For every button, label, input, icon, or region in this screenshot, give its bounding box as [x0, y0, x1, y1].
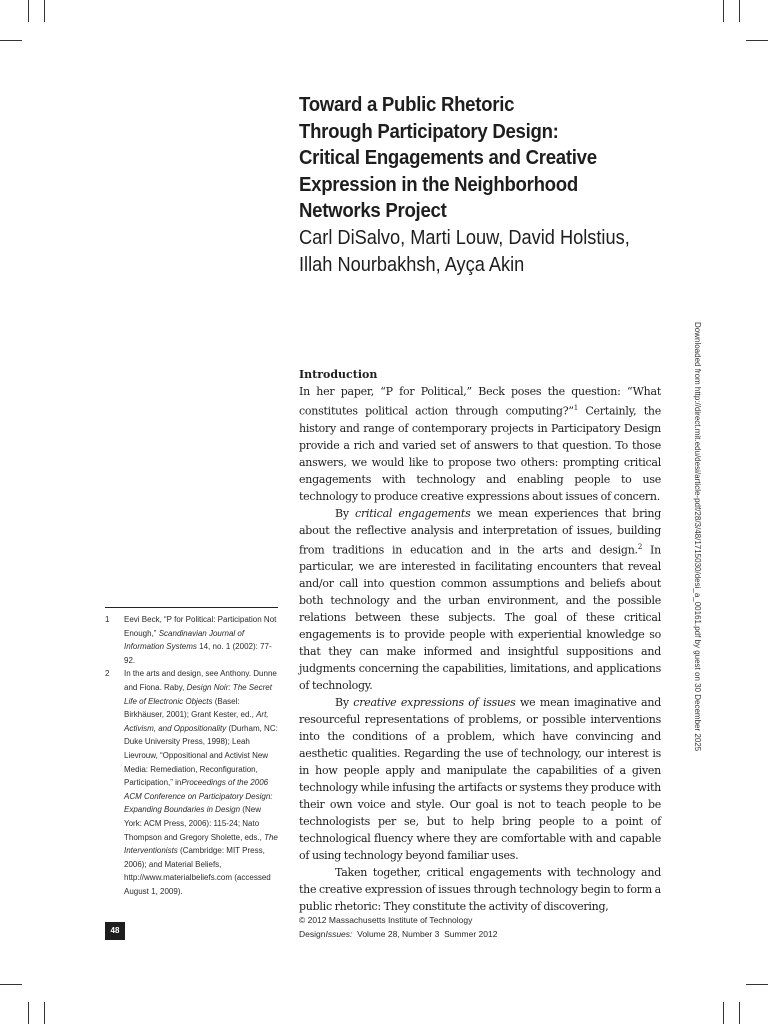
- crop-mark: [28, 0, 29, 22]
- text-run: In particular, we are interested in facilitating encounters that reveal and/or call into question common assumptions and beliefs about both technology and the urban environment, and the possible relations between these subjects. The goal of these critical engagements is to provide people with experiential knowledge so that they can make informed and insightful suppositions and judgments concerning the capabilities, limitations, and applications of technology.: [299, 543, 661, 693]
- text-run: Taken together, critical engagements with technology and the creative expression of issues through technology begin to form a public rhetoric: They constitute the activity of discovering,: [299, 866, 661, 914]
- text-run: Certainly, the history and range of contemporary projects in Participatory Design provide a rich and varied set of answers to that question. To those answers, we would like to propose two others: prompting critical engagements with technology and enabling people to use technology to produce creative expressions about issues of concern.: [299, 404, 661, 503]
- italic-text: creative expressions of issues: [353, 696, 516, 710]
- author-line: Carl DiSalvo, Marti Louw, David Holstius,: [299, 227, 630, 249]
- italic-text: Design Noir: The Secret Life of Electronic Objects: [124, 682, 272, 706]
- crop-mark: [44, 0, 45, 22]
- footnote-rule: [105, 607, 278, 608]
- crop-mark: [739, 0, 740, 22]
- author-line: Illah Nourbakhsh, Ayça Akin: [299, 253, 525, 276]
- text-run: (Cambridge: MIT Press, 2006); and Material Beliefs, http://www.materialbeliefs.com (accessed August 1, 2009).: [124, 846, 271, 896]
- title-line: Expression in the Neighborhood: [299, 173, 578, 196]
- journal-line: [299, 927, 599, 941]
- italic-text: Art, Activism, and Oppositionality: [124, 710, 269, 733]
- text-run: we mean experiences that bring about the reflective analysis and interpretation of issues, building from traditions in education and in the arts and design.: [299, 506, 661, 557]
- text-run: (New York: ACM Press, 2006): 115-24; Nato Thompson and Gregory Sholette, eds.,: [124, 805, 265, 842]
- crop-mark: [28, 1002, 29, 1024]
- paragraph: [299, 505, 661, 695]
- footnote-number: 2: [105, 669, 110, 679]
- crop-mark: [44, 1002, 45, 1024]
- paragraph: [299, 864, 661, 915]
- footnote-number: 1: [105, 615, 110, 624]
- download-notice-text: Downloaded from http://direct.mit.edu/desi/article-pdf/28/3/48/1715030/desi_a_00161.pdf by guest on 30 December 2025: [693, 322, 702, 752]
- text-run: By: [335, 506, 356, 520]
- text-run: we mean imaginative and resourceful representations of problems, or possible interventions into the conditions of a problem, which have convincing and aesthetic qualities. Regarding the use of technology, our interest is in how people apply and manipulate the capabilities of a given technology while infusing the artifacts or systems they produce with their own voice and style. Our goal is not to teach people to be technologists per se, but to help bring people to a point of technological fluency where they are comfortable with and capable of using technology beyond familiar uses.: [299, 696, 661, 863]
- footnotes: [105, 613, 280, 898]
- paragraph: [299, 383, 661, 505]
- text-run: (Durham, NC: Duke University Press, 1998); Leah Lievrouw, “Oppositional and Activist New Media: Remediation, Reconfiguration, Participation,” in: [124, 723, 278, 788]
- italic-text: critical engagements: [355, 506, 471, 520]
- body-text: [299, 366, 661, 915]
- copyright-block: [299, 913, 599, 941]
- footnote: [105, 613, 280, 667]
- download-notice: [689, 322, 705, 752]
- text-run: By: [335, 696, 354, 710]
- author-list: [299, 225, 663, 278]
- crop-mark: [723, 1002, 724, 1024]
- italic-text: The Interventionists: [124, 832, 278, 856]
- title-line: Critical Engagements and Creative: [299, 147, 597, 169]
- paragraph: [299, 694, 661, 864]
- footnote-text: [124, 615, 276, 665]
- crop-mark: [0, 40, 22, 41]
- journal-issue-info: Volume 28, Number 3 Summer 2012: [352, 929, 498, 939]
- journal-name-italic: Issues:: [325, 929, 353, 939]
- title-line: Networks Project: [299, 200, 447, 222]
- footnote-text: [124, 669, 278, 896]
- footnote: [105, 667, 280, 898]
- note-reference: 1: [573, 404, 578, 412]
- text-run: In the arts and design, see Anthony. Dunne and Fiona. Raby,: [124, 669, 277, 692]
- text-run: (Basel: Birkhäuser, 2001); Grant Kester, ed.,: [124, 696, 257, 720]
- journal-name-prefix: Design: [299, 929, 326, 939]
- italic-text: Proceedings of the 2006 ACM Conference on Participatory Design: Expanding Boundaries in Design: [124, 778, 273, 815]
- text-run: 14, no. 1 (2002): 77-92.: [124, 642, 272, 665]
- text-run: Eevi Beck, “P for Political: Participation Not Enough,”: [124, 615, 277, 638]
- note-reference: 2: [637, 542, 643, 551]
- crop-mark: [739, 1002, 740, 1024]
- crop-mark: [746, 40, 768, 41]
- text-run: In her paper, “P for Political,” Beck poses the question: “What constitutes political action through computing?”: [299, 385, 661, 418]
- article-title: [299, 92, 652, 225]
- title-line: Toward a Public Rhetoric: [299, 94, 515, 116]
- section-heading: Introduction: [299, 368, 378, 381]
- page-number: 48: [105, 922, 125, 940]
- crop-mark: [0, 984, 22, 985]
- title-line: Through Participatory Design:: [299, 120, 559, 143]
- italic-text: Scandinavian Journal of Information Systems: [124, 628, 245, 652]
- crop-mark: [746, 984, 768, 985]
- crop-mark: [723, 0, 724, 22]
- copyright-line: © 2012 Massachusetts Institute of Technology: [299, 915, 473, 925]
